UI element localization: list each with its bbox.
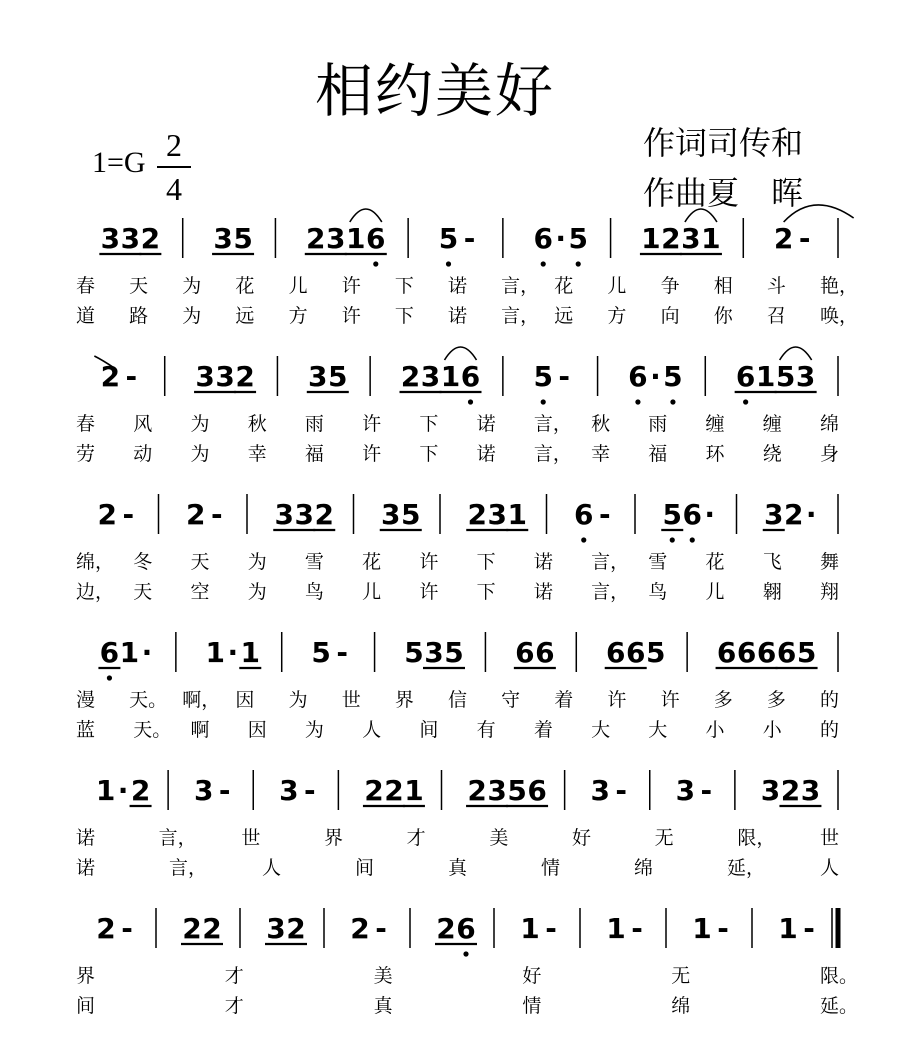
lyric-word: 斗	[766, 275, 786, 297]
lyric-word: 大	[648, 719, 668, 741]
key-signature: 1=G	[92, 146, 146, 179]
note-dash: -	[803, 912, 815, 945]
lyric-word: 艳，	[820, 275, 859, 297]
lyric-word: 美	[373, 965, 393, 987]
note-digit: 6	[628, 360, 648, 393]
note-digit: 6	[736, 636, 757, 669]
slur-mark	[685, 209, 717, 222]
note-digit: 2	[467, 774, 487, 807]
lyric-word: 幸	[247, 443, 267, 465]
lyric-word: 许	[341, 305, 361, 327]
lyric-word: 界	[324, 827, 344, 849]
lyric-word: 儿	[607, 275, 627, 297]
note-digit: 6	[99, 636, 120, 669]
lyricist-credit: 作词司传和	[643, 124, 804, 162]
note-dash: -	[122, 498, 135, 531]
note-digit: 1	[755, 360, 776, 393]
lyric-word: 冬	[133, 551, 153, 573]
lyric-word: 鸟	[648, 581, 668, 603]
octave-dot	[635, 399, 640, 404]
lyric-word: 小	[705, 719, 725, 741]
lyric-word: 许	[419, 581, 439, 603]
note-digit: 5	[311, 636, 331, 669]
slur-mark	[780, 347, 812, 360]
note-digit: 3	[800, 774, 821, 807]
lyric-word: 雨	[648, 413, 668, 435]
lyric-word: 天	[133, 581, 153, 603]
note-digit: 3	[487, 774, 507, 807]
lyric-word: 诺	[533, 551, 553, 573]
lyric-word: 春	[76, 275, 96, 297]
lyric-word: 幸	[591, 443, 611, 465]
lyric-word: 召	[766, 305, 786, 327]
lyric-word: 多	[766, 689, 786, 711]
lyric-word: 好	[572, 827, 592, 849]
note-digit: 3	[590, 774, 610, 807]
lyric-word: 雪	[304, 551, 324, 573]
lyric-word: 方	[607, 305, 627, 327]
note-digit: 6	[776, 636, 797, 669]
note-digit: 5	[775, 360, 796, 393]
lyric-word: 许	[362, 443, 382, 465]
lyric-word: 为	[247, 551, 267, 573]
lyric-word: 为	[190, 413, 210, 435]
lyric-word: 争	[660, 275, 680, 297]
lyric-word: 间	[419, 719, 439, 741]
octave-dot	[373, 261, 378, 266]
lyric-word: 远	[554, 305, 574, 327]
note-dash: -	[210, 498, 223, 531]
octave-dot	[541, 261, 546, 266]
lyric-word: 限，	[737, 827, 776, 849]
note-digit: 3	[279, 774, 299, 807]
lyric-word: 绵	[634, 857, 654, 879]
lyric-word: 多	[713, 689, 733, 711]
tie-mark	[784, 205, 854, 222]
note-dash: -	[615, 774, 627, 807]
lyric-word: 你	[713, 305, 733, 327]
lyric-word: 蓝	[76, 719, 96, 741]
note-digit: 6	[533, 222, 553, 255]
lyric-word: 美	[489, 827, 509, 849]
slur-mark	[350, 209, 382, 222]
lyric-word: 才	[224, 965, 244, 987]
note-digit: 2	[436, 912, 456, 945]
note-digit: 1	[778, 912, 798, 945]
lyric-word: 空	[190, 581, 210, 603]
note-dash: -	[304, 774, 316, 807]
lyric-word: 动	[133, 443, 153, 465]
note-dot: ·	[650, 360, 661, 393]
lyric-word: 言，	[501, 305, 540, 327]
lyric-word: 雪	[648, 551, 668, 573]
lyric-word: 情	[522, 995, 542, 1017]
lyric-word: 大	[591, 719, 611, 741]
lyric-word: 翱	[762, 581, 782, 603]
note-dash: -	[717, 912, 729, 945]
note-digit: 1	[701, 222, 721, 255]
note-digit: 3	[215, 360, 235, 393]
note-dash: -	[631, 912, 643, 945]
lyric-word: 漫	[76, 689, 96, 711]
note-digit: 2	[286, 912, 306, 945]
lyric-word: 的	[820, 689, 840, 711]
note-digit: 2	[202, 912, 222, 945]
note-digit: 2	[182, 912, 202, 945]
lyric-word: 言，	[591, 581, 630, 603]
octave-dot	[690, 537, 695, 542]
note-digit: 1	[95, 774, 116, 807]
lyric-word: 道	[76, 305, 96, 327]
lyric-word: 秋	[591, 413, 611, 435]
lyric-word: 情	[541, 857, 561, 879]
octave-dot	[670, 399, 675, 404]
note-digit: 5	[404, 636, 424, 669]
note-digit: 3	[795, 360, 816, 393]
lyric-word: 花	[554, 275, 574, 297]
note-digit: 2	[235, 360, 255, 393]
lyric-word: 许	[419, 551, 439, 573]
note-digit: 2	[467, 498, 487, 531]
note-digit: 1	[692, 912, 712, 945]
note-dot: ·	[555, 222, 567, 255]
note-dash: -	[463, 222, 476, 255]
slur-mark	[445, 347, 477, 360]
lyric-word: 因	[235, 689, 255, 711]
lyric-word: 间	[76, 995, 96, 1017]
lyric-word: 界	[394, 689, 414, 711]
octave-dot	[581, 537, 586, 542]
note-dash: -	[798, 222, 811, 255]
lyric-word: 下	[394, 275, 414, 297]
note-digit: 1	[119, 636, 140, 669]
lyric-word: 无	[671, 965, 691, 987]
lyric-word: 缠	[762, 413, 782, 435]
note-digit: 3	[213, 222, 233, 255]
lyric-word: 花	[235, 275, 255, 297]
note-digit: 1	[205, 636, 226, 669]
note-dot: ·	[704, 498, 716, 531]
lyric-word: 许	[607, 689, 627, 711]
lyric-word: 言，	[591, 551, 630, 573]
note-digit: 2	[97, 498, 117, 531]
lyric-word: 翔	[820, 581, 840, 603]
note-digit: 3	[420, 360, 441, 393]
note-digit: 2	[773, 222, 794, 255]
lyric-word: 因	[247, 719, 267, 741]
lyric-word: 环	[705, 443, 725, 465]
lyric-word: 的	[820, 719, 840, 741]
lyric-word: 下	[419, 443, 439, 465]
octave-dot	[468, 399, 473, 404]
note-digit: 5	[645, 636, 666, 669]
lyric-word: 为	[190, 443, 210, 465]
lyric-word: 儿	[362, 581, 382, 603]
note-digit: 3	[760, 774, 781, 807]
lyric-word: 言，	[501, 275, 540, 297]
lyric-word: 诺	[448, 305, 468, 327]
note-digit: 6	[682, 498, 702, 531]
lyric-word: 绵	[671, 995, 691, 1017]
note-digit: 1	[240, 636, 261, 669]
lyric-word: 诺	[448, 275, 468, 297]
lyric-word: 才	[406, 827, 426, 849]
lyric-word: 诺	[76, 857, 96, 879]
note-digit: 6	[716, 636, 737, 669]
lyric-word: 路	[129, 305, 149, 327]
note-digit: 3	[294, 498, 314, 531]
note-digit: 2	[384, 774, 404, 807]
note-digit: 5	[444, 636, 464, 669]
lyric-word: 人	[820, 857, 840, 879]
octave-dot	[541, 399, 546, 404]
lyric-word: 边，	[76, 581, 115, 603]
lyric-word: 相	[713, 275, 733, 297]
note-digit: 3	[681, 222, 701, 255]
lyric-word: 鸟	[304, 581, 324, 603]
note-digit: 3	[274, 498, 294, 531]
note-digit: 3	[675, 774, 696, 807]
lyric-word: 信	[448, 689, 468, 711]
lyric-word: 福	[304, 443, 324, 465]
octave-dot	[463, 951, 468, 956]
note-dash: -	[545, 912, 557, 945]
lyric-word: 许	[660, 689, 680, 711]
note-digit: 1	[346, 222, 366, 255]
note-digit: 1	[404, 774, 424, 807]
lyric-word: 唤，	[820, 305, 859, 327]
lyric-word: 诺	[533, 581, 553, 603]
lyric-word: 雨	[304, 413, 324, 435]
note-dot: ·	[227, 636, 239, 669]
note-dash: -	[375, 912, 387, 945]
note-digit: 3	[100, 222, 121, 255]
lyric-word: 花	[362, 551, 382, 573]
time-signature-denominator: 4	[166, 171, 182, 207]
note-digit: 3	[195, 360, 215, 393]
lyric-word: 下	[476, 551, 496, 573]
note-digit: 5	[568, 222, 588, 255]
note-digit: 6	[574, 498, 594, 531]
note-dot: ·	[141, 636, 153, 669]
lyric-word: 为	[288, 689, 308, 711]
note-digit: 1	[520, 912, 540, 945]
lyric-word: 诺	[476, 413, 496, 435]
lyric-word: 世	[241, 827, 261, 849]
lyric-word: 劳	[76, 443, 96, 465]
lyric-word: 春	[76, 413, 96, 435]
note-digit: 6	[625, 636, 646, 669]
note-digit: 3	[424, 636, 444, 669]
lyric-word: 儿	[288, 275, 308, 297]
lyric-word: 间	[355, 857, 375, 879]
lyric-word: 言，	[169, 857, 208, 879]
lyric-word: 绵	[820, 413, 840, 435]
note-digit: 1	[440, 360, 461, 393]
octave-dot	[576, 261, 581, 266]
note-digit: 3	[381, 498, 401, 531]
song-title: 相约美好	[314, 57, 555, 125]
note-digit: 2	[350, 912, 370, 945]
lyric-word: 许	[362, 413, 382, 435]
lyric-word: 人	[362, 719, 382, 741]
lyric-word: 秋	[247, 413, 267, 435]
lyric-word: 为	[304, 719, 324, 741]
lyric-word: 延，	[727, 857, 766, 879]
lyric-word: 言，	[533, 413, 572, 435]
note-dash: -	[598, 498, 611, 531]
note-digit: 3	[764, 498, 784, 531]
lyric-word: 有	[476, 719, 496, 741]
lyric-word: 天。	[129, 689, 168, 711]
octave-dot	[743, 399, 748, 404]
note-digit: 5	[533, 360, 553, 393]
lyric-word: 许	[341, 275, 361, 297]
note-dash: -	[558, 360, 571, 393]
octave-dot	[446, 261, 451, 266]
lyric-word: 啊	[190, 719, 210, 741]
lyric-word: 言，	[158, 827, 197, 849]
note-digit: 2	[306, 222, 326, 255]
lyric-word: 言，	[533, 443, 572, 465]
note-digit: 5	[401, 498, 421, 531]
note-dash: -	[121, 912, 133, 945]
note-digit: 6	[527, 774, 547, 807]
note-digit: 6	[460, 360, 481, 393]
lyric-word: 好	[522, 965, 542, 987]
lyric-word: 守	[501, 689, 521, 711]
lyric-word: 绵，	[76, 551, 115, 573]
composer-credit: 作曲夏 晖	[643, 174, 804, 212]
lyric-word: 着	[533, 719, 553, 741]
octave-dot	[107, 675, 112, 680]
note-digit: 3	[487, 498, 507, 531]
lyric-word: 为	[182, 305, 202, 327]
note-digit: 3	[308, 360, 328, 393]
note-digit: 6	[456, 912, 476, 945]
note-digit: 5	[796, 636, 817, 669]
lyric-word: 小	[762, 719, 782, 741]
lyric-word: 界	[76, 965, 96, 987]
note-dash: -	[336, 636, 348, 669]
note-digit: 6	[515, 636, 535, 669]
lyric-word: 为	[247, 581, 267, 603]
note-digit: 2	[780, 774, 801, 807]
note-dot: ·	[805, 498, 817, 531]
note-digit: 5	[662, 498, 682, 531]
lyric-word: 天	[190, 551, 210, 573]
note-digit: 5	[438, 222, 459, 255]
lyric-word: 诺	[476, 443, 496, 465]
note-digit: 6	[605, 636, 626, 669]
lyric-word: 为	[182, 275, 202, 297]
note-digit: 2	[314, 498, 334, 531]
note-digit: 1	[606, 912, 626, 945]
note-digit: 5	[233, 222, 253, 255]
lyric-word: 舞	[820, 551, 840, 573]
lyric-word: 方	[288, 305, 308, 327]
note-digit: 2	[140, 222, 161, 255]
note-digit: 2	[130, 774, 151, 807]
octave-dot	[670, 537, 675, 542]
note-digit: 5	[328, 360, 348, 393]
lyric-word: 天	[129, 275, 149, 297]
note-dash: -	[218, 774, 231, 807]
lyric-word: 向	[660, 305, 680, 327]
note-digit: 2	[96, 912, 116, 945]
lyric-word: 真	[373, 995, 393, 1017]
lyric-word: 下	[394, 305, 414, 327]
lyric-word: 风	[133, 413, 153, 435]
note-digit: 5	[663, 360, 683, 393]
note-digit: 6	[366, 222, 386, 255]
note-digit: 2	[400, 360, 421, 393]
lyric-word: 诺	[76, 827, 96, 849]
lyric-word: 花	[705, 551, 725, 573]
note-dash: -	[700, 774, 713, 807]
lyric-word: 限。	[820, 965, 859, 987]
note-digit: 3	[326, 222, 346, 255]
lyric-word: 人	[262, 857, 282, 879]
note-digit: 6	[535, 636, 555, 669]
lyric-word: 下	[419, 413, 439, 435]
note-digit: 2	[186, 498, 206, 531]
note-digit: 3	[266, 912, 286, 945]
lyric-word: 身	[820, 443, 840, 465]
lyric-word: 飞	[762, 551, 782, 573]
lyric-word: 着	[554, 689, 574, 711]
note-digit: 2	[661, 222, 681, 255]
note-digit: 1	[507, 498, 527, 531]
note-digit: 1	[641, 222, 661, 255]
note-digit: 3	[120, 222, 141, 255]
lyric-word: 缠	[705, 413, 725, 435]
note-dot: ·	[117, 774, 129, 807]
lyric-word: 无	[654, 827, 674, 849]
note-digit: 6	[756, 636, 777, 669]
note-digit: 2	[364, 774, 384, 807]
note-digit: 2	[100, 360, 121, 393]
lyric-word: 延。	[820, 995, 859, 1017]
lyric-word: 啊，	[182, 689, 221, 711]
time-signature-numerator: 2	[166, 127, 182, 163]
lyric-word: 世	[341, 689, 361, 711]
note-digit: 2	[784, 498, 804, 531]
note-digit: 3	[193, 774, 214, 807]
lyric-word: 儿	[705, 581, 725, 603]
lyric-word: 天。	[133, 719, 172, 741]
lyric-word: 绕	[762, 443, 782, 465]
note-dash: -	[125, 360, 138, 393]
lyric-word: 下	[476, 581, 496, 603]
note-digit: 6	[735, 360, 756, 393]
note-digit: 5	[507, 774, 527, 807]
lyric-word: 世	[820, 827, 840, 849]
lyric-word: 真	[448, 857, 468, 879]
lyric-word: 才	[224, 995, 244, 1017]
lyric-word: 福	[648, 443, 668, 465]
lyric-word: 远	[235, 305, 255, 327]
